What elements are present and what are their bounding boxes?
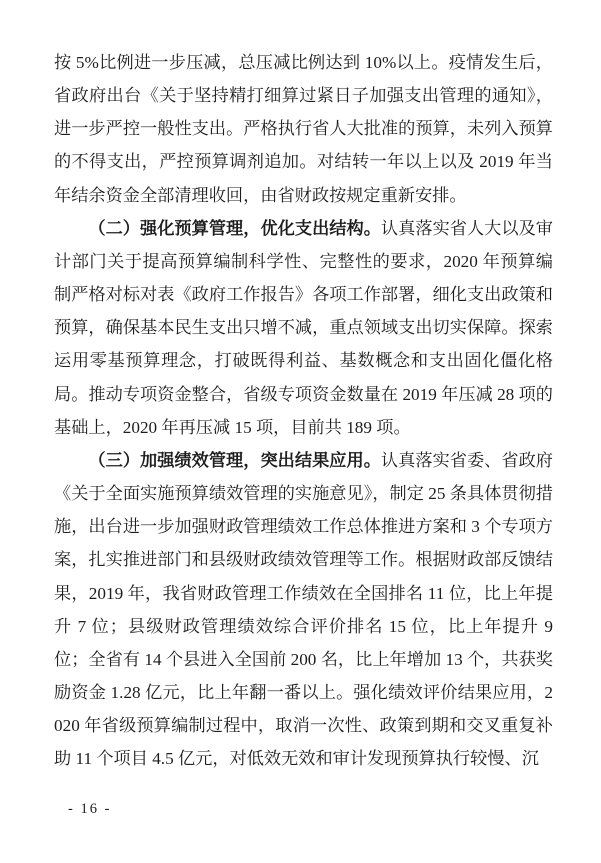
- paragraph-section-3: [54, 444, 553, 776]
- paragraph-text: 按 5%比例进一步压减，总压减比例达到 10%以上。疫情发生后，省政府出台《关于坚持精打细算过紧日子加强支出管理的通知》，进一步严控一般性支出。严格执行省人大批准的预算，未列入预算的不得支出，严控预算调剂追加。对结转一年以上以及 2019 年当年结余资金全部清理收回，由省财政按规定重新安排。: [54, 53, 553, 205]
- section-3-text: 认真落实省委、省政府《关于全面实施预算绩效管理的实施意见》，制定 25 条具体贯彻措施，出台进一步加强财政管理绩效工作总体推进方案和 3 个专项方案，扎实推进部门和县级财政绩效管理等工作。根据财政部反馈结果，2019 年，我省财政管理工作绩效在全国排名 11 位，比上年提升 7 位；县级财政管理绩效综合评价排名 15 位，比上年提升 9 位；全省有 14 个县进入全国前 200 名，比上年增加 13 个，共获奖励资金 1.28 亿元，比上年翻一番以上。强化绩效评价结果应用，2020 年省级预算编制过程中，取消一次性、政策到期和交叉重复补助 11 个项目 4.5 亿元，对低效无效和审计发现预算执行较慢、沉: [54, 450, 553, 769]
- document-body: [54, 46, 553, 775]
- section-2-heading: （二）强化预算管理，优化支出结构。: [88, 218, 381, 238]
- paragraph-section-2: [54, 212, 553, 444]
- section-3-heading: （三）加强绩效管理，突出结果应用。: [88, 450, 381, 470]
- section-2-text: 认真落实省人大以及审计部门关于提高预算编制科学性、完整性的要求，2020 年预算编制严格对标对表《政府工作报告》各项工作部署，细化支出政策和预算，确保基本民生支出只增不减，重点领域支出切实保障。探索运用零基预算理念，打破既得利益、基数概念和支出固化僵化格局。推动专项资金整合，省级专项资金数量在 2019 年压减 28 项的基础上，2020 年再压减 15 项，目前共 189 项。: [54, 218, 553, 437]
- page-number: - 16 -: [68, 801, 112, 817]
- paragraph-continuation: [54, 46, 553, 212]
